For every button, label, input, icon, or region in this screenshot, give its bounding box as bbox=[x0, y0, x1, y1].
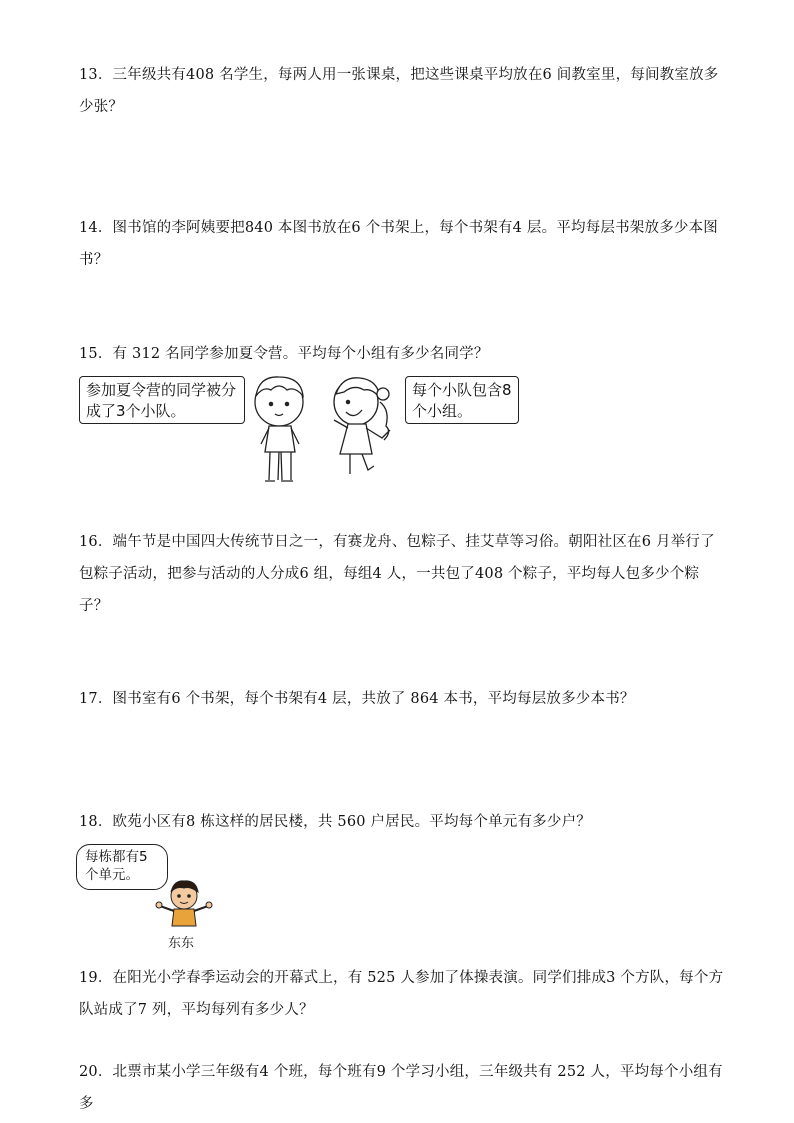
q18-name-label: 东东 bbox=[168, 936, 195, 951]
question-17: 17．图书室有6 个书架，每个书架有4 层，共放了 864 本书，平均每层放多少本书？ bbox=[79, 691, 635, 707]
question-16: 16．端午节是中国四大传统节日之一，有赛龙舟、包粽子、挂艾草等习俗。朝阳社区在6 月举行了包粽子活动，把参与活动的人分成6 组，每组4 人，一共包了408 个粽子，平均每人包多少个粽子？ bbox=[79, 534, 715, 614]
question-20: 20．北票市某小学三年级有4 个班，每个班有9 个学习小组，三年级共有 252 人，平均每个小组有多 bbox=[79, 1064, 723, 1112]
q18-speech-bubble: 每栋都有5个单元。 bbox=[76, 844, 168, 890]
question-18: 18．欧苑小区有8 栋这样的居民楼，共 560 户居民。平均每个单元有多少户？ bbox=[79, 814, 591, 830]
question-19: 19．在阳光小学春季运动会的开幕式上，有 525 人参加了体操表演。同学们排成3 个方队，每个方队站成了7 列，平均每列有多少人？ bbox=[79, 970, 724, 1018]
boy-dongdong-icon bbox=[154, 878, 214, 932]
q15-speech-bubble-left: 参加夏令营的同学被分成了3个小队。 bbox=[79, 376, 245, 424]
girl-icon bbox=[320, 370, 404, 480]
question-14: 14．图书馆的李阿姨要把840 本图书放在6 个书架上，每个书架有4 层。平均每层书架放多少本图书？ bbox=[79, 220, 719, 268]
question-13: 13．三年级共有408 名学生，每两人用一张课桌，把这些课桌平均放在6 间教室里，每间教室放多少张？ bbox=[79, 67, 719, 115]
question-15: 15．有 312 名同学参加夏令营。平均每个小组有多少名同学？ bbox=[79, 346, 489, 362]
boy-icon bbox=[245, 370, 317, 488]
q15-speech-bubble-right: 每个小队包含8个小组。 bbox=[405, 376, 519, 424]
